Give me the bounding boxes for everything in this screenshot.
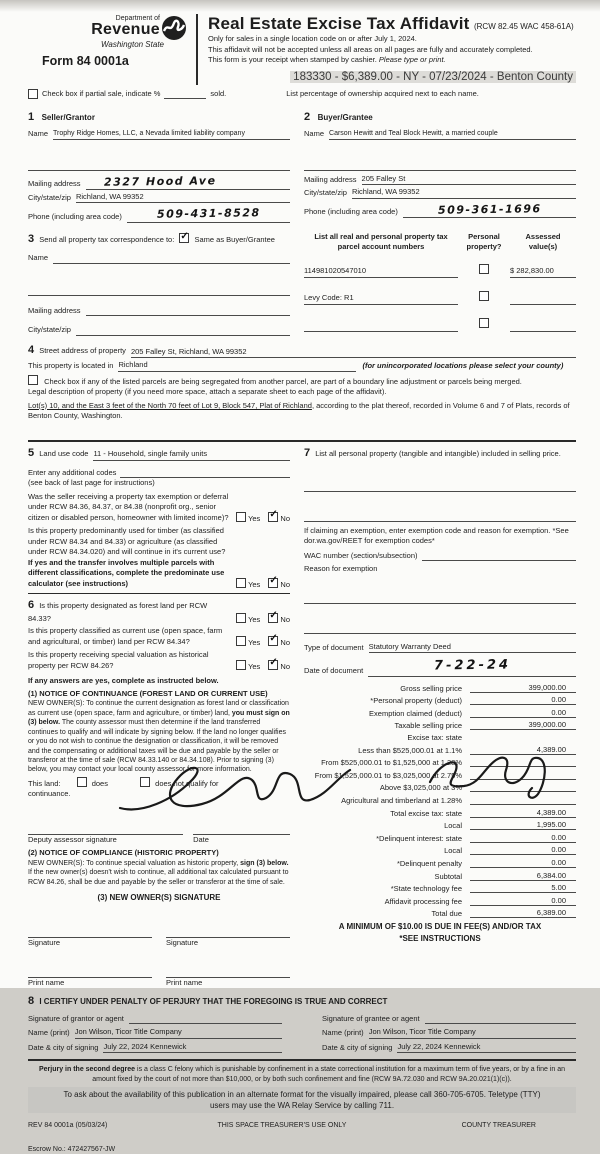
fee-row: Gross selling price 399,000.00	[304, 683, 576, 693]
fee-row: Affidavit processing fee 0.00	[304, 896, 576, 906]
ownership-note: List percentage of ownership acquired next to each name.	[286, 88, 479, 98]
deputy-date-field	[193, 816, 290, 835]
timber-answer: Yes ✓ No	[230, 578, 290, 589]
land-use-label: Land use code	[39, 448, 89, 458]
forest-yes-checkbox	[236, 613, 246, 623]
forest-question: Is this property designated as forest land per RCW 84.33?	[28, 601, 208, 623]
new-owner-signature-field-2	[166, 919, 290, 938]
tax-correspondence-section	[28, 232, 290, 336]
buyer-mailing-label: Mailing address	[304, 174, 357, 184]
section3-city-field	[76, 324, 290, 336]
section5-number: 5	[28, 446, 35, 459]
timber-no-checkbox	[268, 578, 278, 588]
additional-codes-label: Enter any additional codes	[28, 467, 117, 477]
new-owner-print-field-2	[166, 959, 290, 978]
notice-continuance-body: NEW OWNER(S): To continue the current designation as forest land or classification as current use (open space, farm and agriculture, or timber) land, you must sign on (3) below. The county assessor must then determine if the land transferred continues to qualify and will indicate by signing below. If the land no longer qualifies or you do not wish to continue the designation or classification, it will be removed and the compensating or additional taxes will be due and payable by the seller or transferor at the time of sale (RCW 84.33.140 or 84.34.108). Prior to signing (3) below, you may contact your local county assessor for more information.	[28, 700, 290, 774]
fee-row: Taxable selling price 399,000.00	[304, 720, 576, 730]
buyer-city-value: Richland, WA 99352	[352, 187, 576, 199]
parcel-number-1: 114981020547010	[304, 266, 458, 278]
buyer-name-value: Carson Hewitt and Teal Block Hewitt, a married couple	[329, 129, 576, 139]
new-owner-signature-field-1	[28, 919, 152, 938]
segregated-checkbox	[28, 375, 38, 385]
doc-type-label: Type of document	[304, 642, 364, 652]
doc-date-value: 7-22-24	[368, 657, 576, 676]
section5-6-divider	[28, 593, 290, 594]
partial-sale-suffix: sold.	[210, 88, 227, 98]
exemption-no-checkbox	[268, 512, 278, 522]
header-note-1: Only for sales in a single location code on or after July 1, 2024.	[208, 34, 417, 43]
section4-number: 4	[28, 343, 35, 356]
personal-col-header: Personal property?	[466, 231, 502, 252]
parcel-col-header: List all real and personal property tax parcel account numbers	[314, 231, 448, 252]
notice-continuance-title: (1) NOTICE OF CONTINUANCE (FOREST LAND OR CURRENT USE)	[28, 688, 268, 698]
buyer-name-label: Name	[304, 129, 325, 138]
section6-number: 6	[28, 599, 35, 612]
reason-field-2	[304, 615, 576, 634]
section2-number: 2	[304, 111, 311, 123]
grantor-signing-block	[28, 1013, 282, 1054]
reason-exemption-label: Reason for exemption	[304, 564, 378, 574]
dor-logo-block	[28, 14, 196, 68]
county-treasurer-label: COUNTY TREASURER	[461, 1122, 536, 1130]
fee-row: Above $3,025,000 at 3%	[304, 782, 576, 792]
doc-date-label: Date of document	[304, 666, 364, 676]
exemption-note: If claiming an exemption, enter exemption code and reason for exemption. *See dor.wa.gov/REET for exemption codes*	[304, 525, 569, 546]
legal-description-label: Legal description of property (if you need more space, attach a separate sheet to each page of the affidavit).	[28, 387, 387, 397]
minimum-due-note: A MINIMUM OF $10.00 IS DUE IN FEE(S) AND/OR TAX	[338, 922, 542, 932]
seller-city-label: City/state/zip	[28, 192, 71, 202]
grantor-date-label: Date & city of signing	[28, 1042, 99, 1052]
land-use-value: 11 - Household, single family units	[93, 449, 290, 461]
fee-row: Exemption claimed (deduct) 0.00	[304, 708, 576, 718]
assessed-value-2	[510, 293, 576, 305]
seller-mailing-label: Mailing address	[28, 179, 81, 189]
personal-property-field-1	[304, 473, 576, 492]
located-in-label: This property is located in	[28, 361, 114, 371]
section2-heading: Buyer/Grantee	[317, 113, 373, 122]
header-divider	[196, 14, 198, 85]
wac-number-field	[422, 550, 576, 562]
personal-property-checkbox-2	[479, 291, 489, 301]
seller-phone-value: 509-431-8528	[127, 206, 290, 222]
section1-heading: Seller/Grantor	[41, 113, 95, 122]
signature-label-1: Signature	[28, 938, 61, 948]
wac-number-label: WAC number (section/subsection)	[304, 550, 418, 560]
historical-answer: Yes ✓ No	[230, 660, 290, 671]
deputy-date-label: Date	[193, 834, 209, 844]
personal-property-section	[304, 446, 576, 677]
seller-city-value: Richland, WA 99352	[76, 192, 290, 204]
deputy-assessor-label: Deputy assessor signature	[28, 834, 117, 844]
washington-state-label: Washington State	[100, 40, 164, 50]
parcel-row-2	[304, 287, 576, 305]
buyer-city-label: City/state/zip	[304, 188, 347, 197]
dept-of-label: Department of	[115, 15, 160, 22]
legal-description: Lot(s) 10, and the East 3 feet of the North 70 feet of Lot 9, Block 547, Plat of Richland, according to the plat thereof, recorded in Volume 6 and 7 of Plats, records of Benton County, Washington.	[28, 400, 570, 421]
street-address-label: Street address of property	[39, 345, 126, 355]
additional-codes-note: (see back of last page for instructions)	[28, 478, 155, 488]
land-use-section	[28, 446, 290, 590]
same-as-buyer-label: Same as Buyer/Grantee	[194, 234, 275, 244]
grantee-name-value: Jon Wilson, Ticor Title Company	[369, 1027, 576, 1039]
forest-answer: Yes ✓ No	[230, 613, 290, 624]
current-use-question: Is this property classified as current use (open space, farm and agricultural, or timber) land per RCW 84.34?	[28, 626, 223, 646]
fee-row: *Delinquent penalty 0.00	[304, 858, 576, 868]
seller-name-label: Name	[28, 129, 49, 138]
buyer-name2-field	[304, 152, 576, 171]
parcel-row-3	[304, 314, 576, 332]
buyer-section	[304, 107, 576, 223]
grantor-name-label: Name (print)	[28, 1028, 70, 1038]
parcel-number-3	[304, 320, 458, 332]
fee-row: *State technology fee 5.00	[304, 883, 576, 893]
fee-row: Subtotal 6,384.00	[304, 871, 576, 881]
cashier-stamp: 183330 - $6,389.00 - NY - 07/23/2024 - Benton County	[290, 71, 576, 83]
buyer-phone-label: Phone (including area code)	[304, 207, 398, 217]
print-name-label-1: Print name	[28, 977, 65, 987]
section8-number: 8	[28, 995, 35, 1008]
street-address-value: 205 Falley St, Richland, WA 99352	[131, 347, 576, 359]
fee-row: *Personal property (deduct) 0.00	[304, 695, 576, 705]
fee-row: From $1,525,000.01 to $3,025,000 at 2.75%	[304, 770, 576, 780]
grantee-sig-label: Signature of grantee or agent	[322, 1013, 420, 1023]
revenue-logo-icon	[160, 14, 188, 42]
section3-number: 3	[28, 232, 35, 245]
accessibility-note: To ask about the availability of this publication in an alternate format for the visually impaired, please call 360-705-6705. Teletype (TTY) users may use the WA Relay Service by calling 711.	[28, 1087, 576, 1113]
historical-yes-checkbox	[236, 660, 246, 670]
new-owners-signature-title: (3) NEW OWNER(S) SIGNATURE	[97, 893, 221, 903]
parcel-table	[304, 232, 576, 336]
grantee-signature-field	[425, 1013, 576, 1025]
partial-sale-checkbox	[28, 89, 38, 99]
new-owner-print-field-1	[28, 959, 152, 978]
header-note-3: This form is your receipt when stamped by cashier. Please type or print.	[208, 55, 446, 64]
grantor-sig-label: Signature of grantor or agent	[28, 1013, 124, 1023]
current-use-yes-checkbox	[236, 636, 246, 646]
section7-number: 7	[304, 446, 311, 459]
see-instructions-note: *SEE INSTRUCTIONS	[399, 933, 481, 943]
historical-question: Is this property receiving special valuation as historical property per RCW 84.26?	[28, 650, 209, 670]
fee-row: Less than $525,000.01 at 1.1% 4,389.00	[304, 745, 576, 755]
fee-row: Agricultural and timberland at 1.28%	[304, 795, 576, 805]
fee-row: Local 1,995.00	[304, 820, 576, 830]
grantor-date-value: July 22, 2024 Kennewick	[103, 1042, 282, 1054]
exemption-yes-checkbox	[236, 512, 246, 522]
section3-name-label: Name	[28, 253, 49, 263]
parcel-number-2: Levy Code: R1	[304, 293, 458, 305]
forest-land-section	[28, 598, 290, 988]
certify-statement: I CERTIFY UNDER PENALTY OF PERJURY THAT THE FOREGOING IS TRUE AND CORRECT	[39, 997, 388, 1007]
located-in-value: Richland	[118, 360, 356, 372]
print-name-label-2: Print name	[166, 977, 203, 987]
grantee-signing-block	[322, 1013, 576, 1054]
fee-row: Total excise tax: state 4,389.00	[304, 808, 576, 818]
form-title-rcw: (RCW 82.45 WAC 458-61A)	[473, 22, 574, 31]
revenue-wordmark: Revenue	[91, 21, 160, 39]
partial-sale-row	[28, 88, 576, 100]
treasurer-space-label: THIS SPACE TREASURER'S USE ONLY	[217, 1122, 347, 1130]
assessed-value-1: $ 282,830.00	[510, 266, 576, 278]
section3-mailing-label: Mailing address	[28, 305, 81, 315]
if-yes-instruction: If any answers are yes, complete as instructed below.	[28, 676, 219, 686]
segregated-label: Check box if any of the listed parcels are being segregated from another parcel, are part of a boundary line adjustment or parcels being merged.	[44, 376, 522, 386]
personal-property-checkbox-3	[479, 318, 489, 328]
rev-number: REV 84 0001a (05/03/24)	[28, 1122, 108, 1130]
partial-sale-percent-field	[164, 88, 206, 100]
seller-mailing-value: 2327 Hood Ave	[86, 174, 290, 190]
section3-mailing-field	[86, 305, 290, 317]
notice-compliance-title: (2) NOTICE OF COMPLIANCE (HISTORIC PROPERTY)	[28, 848, 219, 858]
seller-name2-field	[28, 152, 290, 171]
buyer-mailing-value: 205 Falley St	[362, 174, 576, 186]
fee-row: *Delinquent interest: state 0.00	[304, 833, 576, 843]
escrow-number: Escrow No.: 472427567-JW	[28, 1145, 116, 1153]
section3-name2-field	[28, 277, 290, 296]
form-number: Form 84 0001a	[42, 53, 129, 68]
grantee-date-value: July 22, 2024 Kennewick	[397, 1042, 576, 1054]
form-header	[28, 14, 576, 85]
personal-property-field-2	[304, 503, 576, 522]
personal-property-checkbox-1	[479, 264, 489, 274]
grantee-name-label: Name (print)	[322, 1028, 364, 1038]
located-in-note: (for unincorporated locations please select your county)	[362, 361, 564, 371]
does-not-qualify-checkbox	[140, 777, 150, 787]
forest-no-checkbox	[268, 613, 278, 623]
historical-no-checkbox	[268, 660, 278, 670]
timber-yes-checkbox	[236, 578, 246, 588]
timber-question: Is this property predominantly used for timber (as classified under RCW 84.34 and 84.33) or agriculture (as classified under RCW 84.34.020) and will continue in it's current use? If yes and the transfer involves multiple parcels with different classifications, complete the predominate use calculator (see instructions)	[28, 526, 226, 588]
footer-divider	[28, 1059, 576, 1061]
seller-phone-label: Phone (including area code)	[28, 212, 122, 222]
continuance-label: continuance.	[28, 789, 71, 799]
does-qualify-checkbox	[77, 777, 87, 787]
assessed-value-3	[510, 320, 576, 332]
property-address-section	[28, 343, 576, 422]
current-use-no-checkbox	[268, 636, 278, 646]
grantor-name-value: Jon Wilson, Ticor Title Company	[75, 1027, 282, 1039]
doc-type-value: Statutory Warranty Deed	[369, 642, 576, 654]
fee-row-total: Total due 6,389.00	[304, 908, 576, 918]
grantee-date-label: Date & city of signing	[322, 1042, 393, 1052]
section3-name-field	[53, 252, 290, 264]
main-divider	[28, 440, 576, 442]
deputy-assessor-signature-field	[28, 816, 183, 835]
additional-codes-field	[120, 467, 290, 479]
exemption-question: Was the seller receiving a property tax exemption or deferral under RCW 84.36, 84.37, or 84.38 (nonprofit org., senior citizen or disabled person, homeowner with limited income)?	[28, 491, 229, 522]
personal-property-label: List all personal property (tangible and intangible) included in selling price.	[315, 448, 561, 458]
fee-row: From $525,000.01 to $1,525,000 at 1.28%	[304, 757, 576, 767]
perjury-paragraph: Perjury in the second degree is a class C felony which is punishable by confinement in a state correctional institution for a maximum term of five years, or by a fine in an amount fixed by the court of not more than $10,000, or by both such confinement and fine (RCW 9A.72.030 and RCW 9A.20.021(1)(c)).	[38, 1066, 565, 1083]
seller-name-value: Trophy Ridge Homes, LLC, a Nevada limited liability company	[53, 129, 290, 139]
assessed-col-header: Assessed value(s)	[525, 231, 561, 252]
section3-city-label: City/state/zip	[28, 325, 71, 335]
exemption-answer: Yes ✓ No	[230, 512, 290, 523]
header-note-2: This affidavit will not be accepted unless all areas on all pages are fully and accurately completed.	[208, 44, 533, 54]
section1-number: 1	[28, 111, 35, 123]
buyer-phone-value: 509-361-1696	[403, 202, 576, 218]
signature-label-2: Signature	[166, 938, 199, 948]
current-use-answer: Yes ✓ No	[230, 636, 290, 647]
grantor-signature-field	[129, 1013, 282, 1025]
this-land-row: This land: does does not qualify for	[28, 778, 219, 788]
fee-row: Local 0.00	[304, 845, 576, 855]
parcel-row-1	[304, 260, 576, 278]
section3-heading: Send all property tax correspondence to:	[39, 234, 175, 244]
fee-row-header: Excise tax: state	[407, 733, 462, 743]
title-block	[208, 14, 576, 85]
reason-field-1	[304, 585, 576, 604]
notice-compliance-body: NEW OWNER(S): To continue special valuation as historic property, sign (3) below. If the new owner(s) doesn't wish to continue, all additional tax calculated pursuant to RCW 84.26, shall be due and payable by the seller or transferor at the time of sale.	[28, 859, 289, 886]
seller-section	[28, 107, 290, 223]
partial-sale-label: Check box if partial sale, indicate %	[42, 88, 161, 98]
form-title: Real Estate Excise Tax Affidavit	[208, 14, 470, 33]
certification-section	[28, 994, 576, 1053]
same-as-buyer-checkbox	[179, 233, 189, 243]
fee-table	[304, 683, 576, 919]
